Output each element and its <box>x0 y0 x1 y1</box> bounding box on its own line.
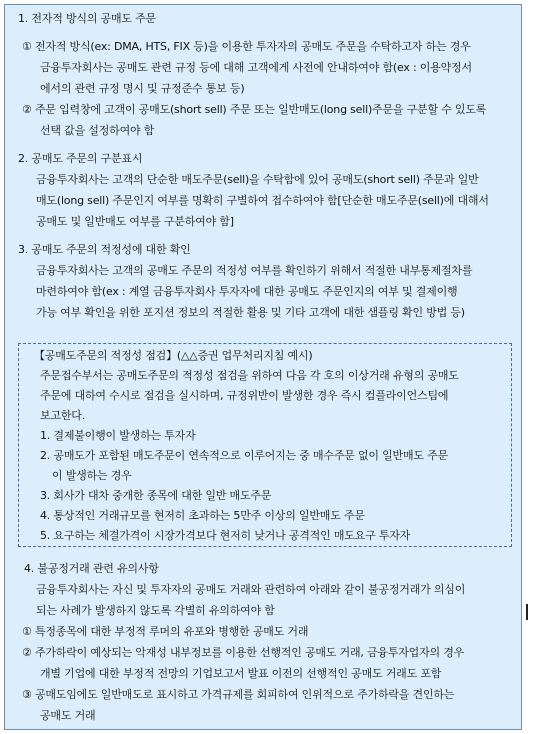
example-intro-line3: 보고한다. <box>40 409 86 422</box>
example-item3: 3. 회사가 대차 중개한 종목에 대한 일반 매도주문 <box>40 489 272 502</box>
section1-item2-line1: ② 주문 입력창에 고객이 공매도(short sell) 주문 또는 일반매도(long sell)주문을 구분할 수 있도록 <box>22 103 487 116</box>
section1-item1-line2: 금융투자회사는 공매도 관련 규정 등에 대해 고객에게 사전에 안내하여야 함(ex : 이용약정서 <box>40 61 472 74</box>
example-item5: 5. 요구하는 체결가격이 시장가격보다 현저히 낮거나 공격적인 매도요구 투자자 <box>40 529 411 542</box>
section3-line3: 가능 여부 확인을 위한 포지션 정보의 적절한 활용 및 기타 고객에 대한 샘플링 확인 방법 등) <box>36 306 465 319</box>
section3-line1: 금융투자회사는 고객의 공매도 주문의 적정성 여부를 확인하기 위해서 적절한 내부통제절차를 <box>36 264 473 277</box>
section1-item2-line2: 선택 값을 설정하여야 함 <box>40 124 155 137</box>
section2-title: 2. 공매도 주문의 구분표시 <box>18 152 143 165</box>
example-item2-line2: 이 발생하는 경우 <box>52 469 132 482</box>
example-box-title: 【공매도주문의 적정성 점검】(△△증권 업무처리지침 예시) <box>34 349 313 362</box>
section4-item1: ① 특정종목에 대한 부정적 루머의 유포와 병행한 공매도 거래 <box>22 625 309 638</box>
section4-item2-line1: ② 주가하락이 예상되는 악재성 내부정보를 이용한 선행적인 공매도 거래, 금융투자업자의 경우 <box>22 646 465 659</box>
section2-line2: 매도(long sell) 주문인지 여부를 명확히 구별하여 접수하여야 함[단순한 매도주문(sell)에 대해서 <box>36 194 489 207</box>
example-item1: 1. 결제불이행이 발생하는 투자자 <box>40 429 196 442</box>
section4-title: 4. 불공정거래 관련 유의사항 <box>24 562 159 575</box>
section1-title: 1. 전자적 방식의 공매도 주문 <box>18 12 156 25</box>
section1-item1-line1: ① 전자적 방식(ex: DMA, HTS, FIX 등)을 이용한 투자자의 공매도 주문을 수탁하고자 하는 경우 <box>22 40 471 53</box>
example-intro-line2: 주문에 대하여 수시로 점검을 실시하며, 규정위반이 발생한 경우 즉시 컴플라이언스팀에 <box>40 389 449 402</box>
section3-title: 3. 공매도 주문의 적정성에 대한 확인 <box>18 243 191 256</box>
text-cursor-mark <box>526 604 528 620</box>
section4-intro-line1: 금융투자회사는 자신 및 투자자의 공매도 거래와 관련하여 아래와 같이 불공정거래가 의심이 <box>36 583 466 596</box>
section2-line1: 금융투자회사는 고객의 단순한 매도주문(sell)을 수탁함에 있어 공매도(short sell) 주문과 일반 <box>36 173 479 186</box>
section4-intro-line2: 되는 사례가 발생하지 않도록 각별히 유의하여야 함 <box>36 604 275 617</box>
example-intro-line1: 주문접수부서는 공매도주문의 적정성 점검을 위하여 다음 각 호의 이상거래 유형의 공매도 <box>40 369 459 382</box>
example-item4: 4. 통상적인 거래규모를 현저히 초과하는 5만주 이상의 일반매도 주문 <box>40 509 365 522</box>
section1-item1-line3: 에서의 관련 규정 명시 및 규정준수 통보 등) <box>40 82 245 95</box>
section4-item3-line2: 공매도 거래 <box>40 709 96 722</box>
section3-line2: 마련하여야 함(ex : 계열 금융투자회사 투자자에 대한 공매도 주문인지의 여부 및 결제이행 <box>36 285 458 298</box>
section4-item3-line1: ③ 공매도임에도 일반매도로 표시하고 가격규제를 회피하여 인위적으로 주가하락을 견인하는 <box>22 688 455 701</box>
section2-line3: 공매도 및 일반매도 여부를 구분하여야 함] <box>36 215 234 228</box>
example-item2-line1: 2. 공매도가 포함된 매도주문이 연속적으로 이루어지는 중 매수주문 없이 일반매도 주문 <box>40 449 448 462</box>
section4-item2-line2: 개별 기업에 대한 부정적 전망의 기업보고서 발표 이전의 선행적인 공매도 거래도 포함 <box>40 667 442 680</box>
